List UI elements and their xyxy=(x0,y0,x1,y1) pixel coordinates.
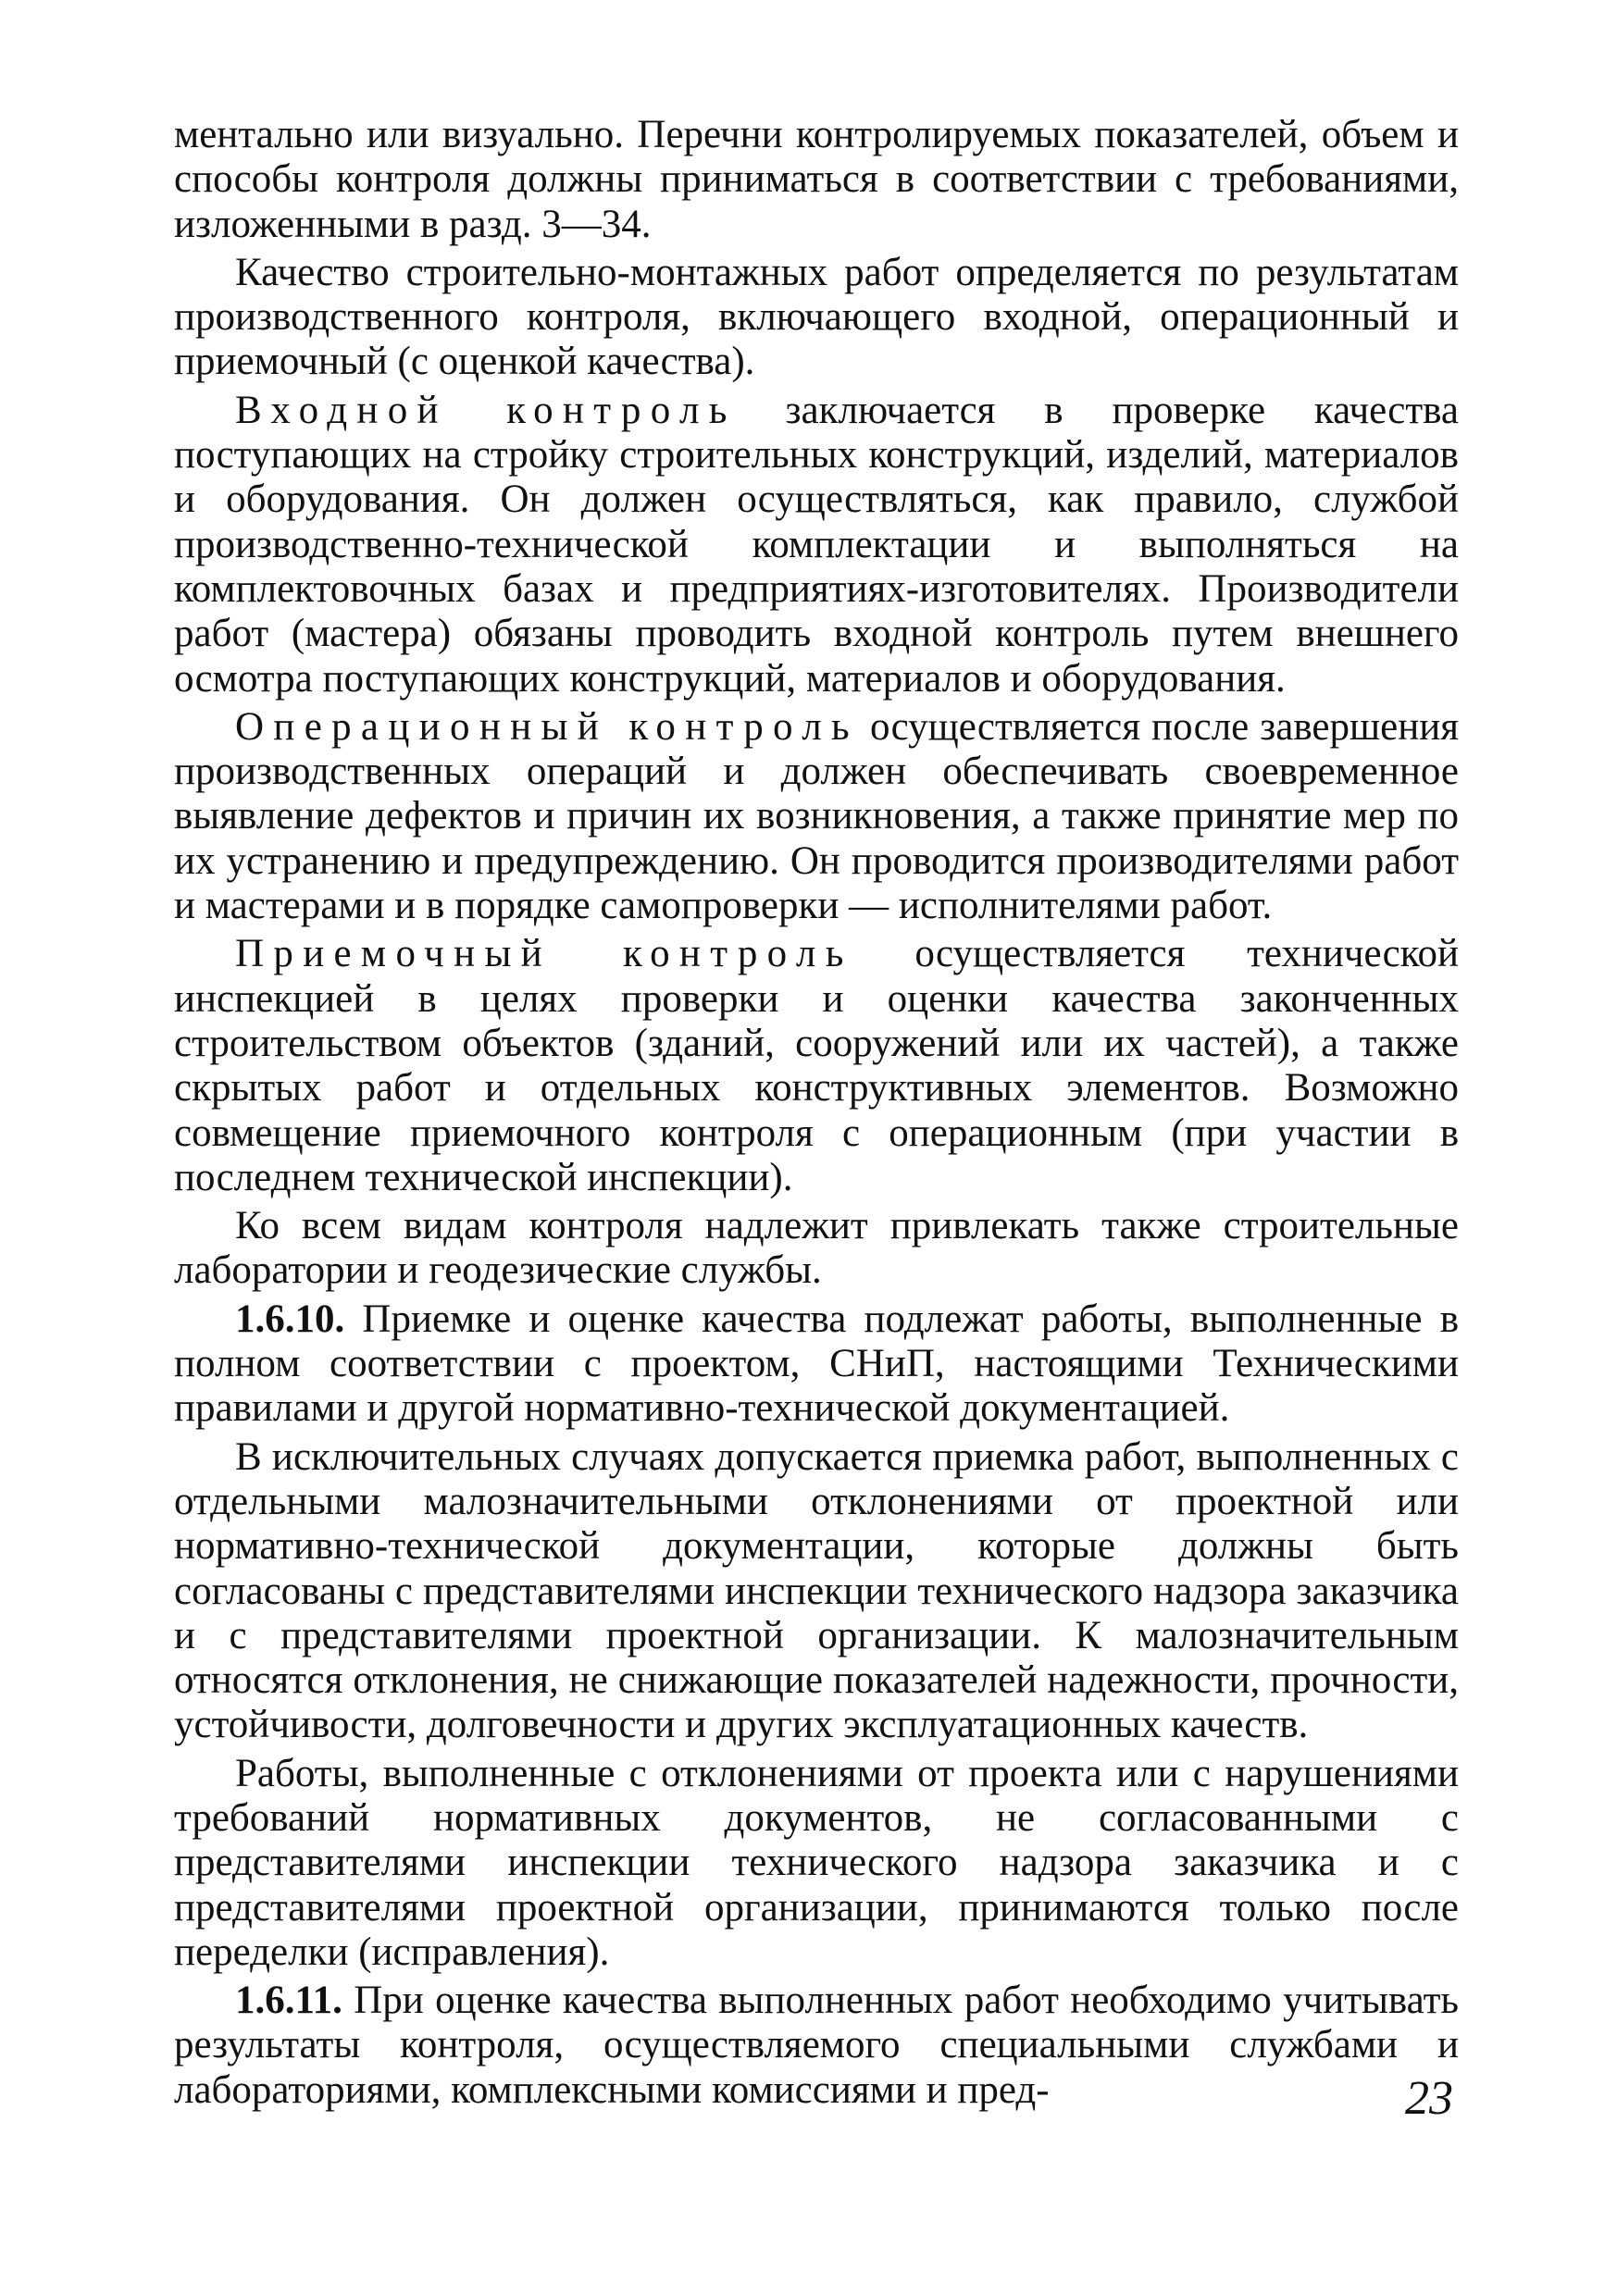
paragraph-text: При оценке качества выполненных работ необходимо учитывать результаты контроля, осуществляемого специальными службами и лабораториями, комплексными комиссиями и пред- xyxy=(174,1979,1459,2112)
paragraph-text: осуществляется после завершения производственных операций и должен обеспечивать своевременное выявление дефектов и причин их возникновения, а также принятие мер по их устранению и предупреждению. Он проводится производителями работ и мастерами и в порядке самопроверки — исполнителями работ. xyxy=(174,704,1459,928)
paragraph-1-6-11 xyxy=(174,1979,1459,2113)
section-number: 1.6.11. xyxy=(235,1979,342,2023)
document-page xyxy=(174,113,1459,2116)
term-operational-control: Операционный контроль xyxy=(235,704,859,749)
paragraph-1-6-10 xyxy=(174,1297,1459,1432)
paragraph-input-control xyxy=(174,389,1459,701)
paragraph-operational-control xyxy=(174,705,1459,928)
paragraph-text: Приемке и оценке качества подлежат работы, выполненные в полном соответствии с проектом, СНиП, настоящими Техническими правилами и другой нормативно-технической документацией. xyxy=(174,1297,1459,1431)
paragraph-laboratories xyxy=(174,1204,1459,1294)
paragraph-text: ментально или визуально. Перечни контролируемых показателей, объем и способы контроля должны приниматься в соответствии с требованиями, изложенными в разд. 3—34. xyxy=(174,113,1459,246)
paragraph-text: заключается в проверке качества поступающих на стройку строительных конструкций, изделий, материалов и оборудования. Он должен осуществляться, как правило, службой производственно-технической комплектации и выполняться на комплектовочных базах и предприятиях-изготовителях. Производители работ (мастера) обязаны проводить входной контроль путем внешнего осмотра поступающих конструкций, материалов и оборудования. xyxy=(174,388,1459,701)
paragraph-text: Качество строительно-монтажных работ определяется по результатам производственного контроля, включающего входной, операционный и приемочный (с оценкой качества). xyxy=(174,250,1459,384)
term-acceptance-control: Приемочный контроль xyxy=(235,932,853,976)
term-input-control: Входной контроль xyxy=(235,388,737,432)
paragraph-text: Работы, выполненные с отклонениями от проекта или с нарушениями требований нормативных документов, не согласованными с представителями инспекции технического надзора заказчика и с представителями проектной организации, принимаются только после переделки (исправления). xyxy=(174,1751,1459,1974)
paragraph-text: осуществляется технической инспекцией в целях проверки и оценки качества законченных строительством объектов (зданий, сооружений или их частей), а также скрытых работ и отдельных конструктивных элементов. Возможно совмещение приемочного контроля с операционным (при участии в последнем технической инспекции). xyxy=(174,932,1459,1199)
page-number: 23 xyxy=(1405,2072,1453,2125)
paragraph-continuation xyxy=(174,113,1459,247)
paragraph-exceptional-cases xyxy=(174,1435,1459,1748)
paragraph-quality xyxy=(174,251,1459,385)
paragraph-deviations xyxy=(174,1752,1459,1975)
paragraph-text: В исключительных случаях допускается приемка работ, выполненных с отдельными малозначительными отклонениями от проектной или нормативно-технической документации, которые должны быть согласованы с представителями инспекции технического надзора заказчика и с представителями проектной организации. К малозначительным относятся отклонения, не снижающие показателей надежности, прочности, устойчивости, долговечности и других эксплуатационных качеств. xyxy=(174,1434,1459,1747)
paragraph-acceptance-control xyxy=(174,932,1459,1200)
section-number: 1.6.10. xyxy=(235,1297,345,1341)
paragraph-text: Ко всем видам контроля надлежит привлекать также строительные лаборатории и геодезические службы. xyxy=(174,1204,1459,1293)
